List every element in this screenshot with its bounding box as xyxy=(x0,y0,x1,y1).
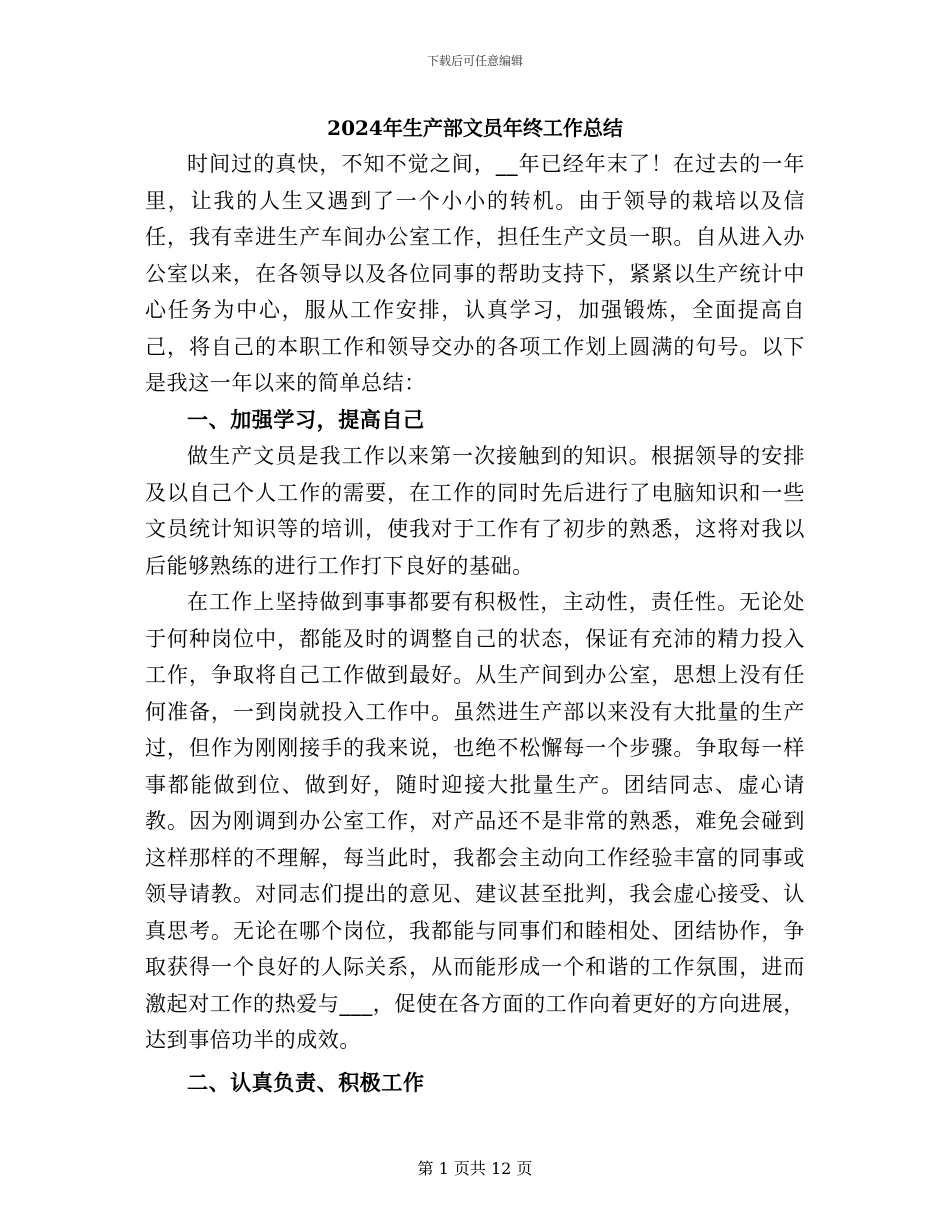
header-note: 下载后可任意编辑 xyxy=(426,54,523,68)
section-2-heading: 二、认真负责、积极工作 xyxy=(187,1070,425,1095)
document-title: 2024年生产部文员年终工作总结 xyxy=(327,116,623,140)
intro-paragraph: 时间过的真快，不知不觉之间，__年已经年末了！在过去的一年里，让我的人生又遇到了一个小小的转机。由于领导的栽培以及信任，我有幸进生产车间办公室工作，担任生产文员一职。自从进入办公室以来，在各领导以及各位同事的帮助支持下，紧紧以生产统计中心任务为中心，服从工作安排，认真学习，加强锻炼，全面提高自己，将自己的本职工作和领导交办的各项工作划上圆满的句号。以下是我这一年以来的简单总结： xyxy=(145,152,805,395)
section-1-heading: 一、加强学习，提高自己 xyxy=(187,407,425,432)
section-1-paragraph-2: 在工作上坚持做到事事都要有积极性，主动性，责任性。无论处于何种岗位中，都能及时的调整自己的状态，保证有充沛的精力投入工作，争取将自己工作做到最好。从生产间到办公室，思想上没有任何准备，一到岗就投入工作中。虽然进生产部以来没有大批量的生产过，但作为刚刚接手的我来说，也绝不松懈每一个步骤。争取每一样事都能做到位、做到好，随时迎接大批量生产。团结同志、虚心请教。因为刚调到办公室工作，对产品还不是非常的熟悉，难免会碰到这样那样的不理解，每当此时，我都会主动向工作经验丰富的同事或领导请教。对同志们提出的意见、建议甚至批判，我会虚心接受、认真思考。无论在哪个岗位，我都能与同事们和睦相处、团结协作，争取获得一个良好的人际关系，从而能形成一个和谐的工作氛围，进而激起对工作的热爱与___，促使在各方面的工作向着更好的方向进展，达到事倍功半的成效。 xyxy=(145,590,805,1052)
page-number: 第 1 页共 12 页 xyxy=(417,1159,533,1178)
document-body xyxy=(145,146,805,1101)
section-1-paragraph-1: 做生产文员是我工作以来第一次接触到的知识。根据领导的安排及以自己个人工作的需要，在工作的同时先后进行了电脑知识和一些文员统计知识等的培训，使我对于工作有了初步的熟悉，这将对我以后能够熟练的进行工作打下良好的基础。 xyxy=(145,444,805,578)
